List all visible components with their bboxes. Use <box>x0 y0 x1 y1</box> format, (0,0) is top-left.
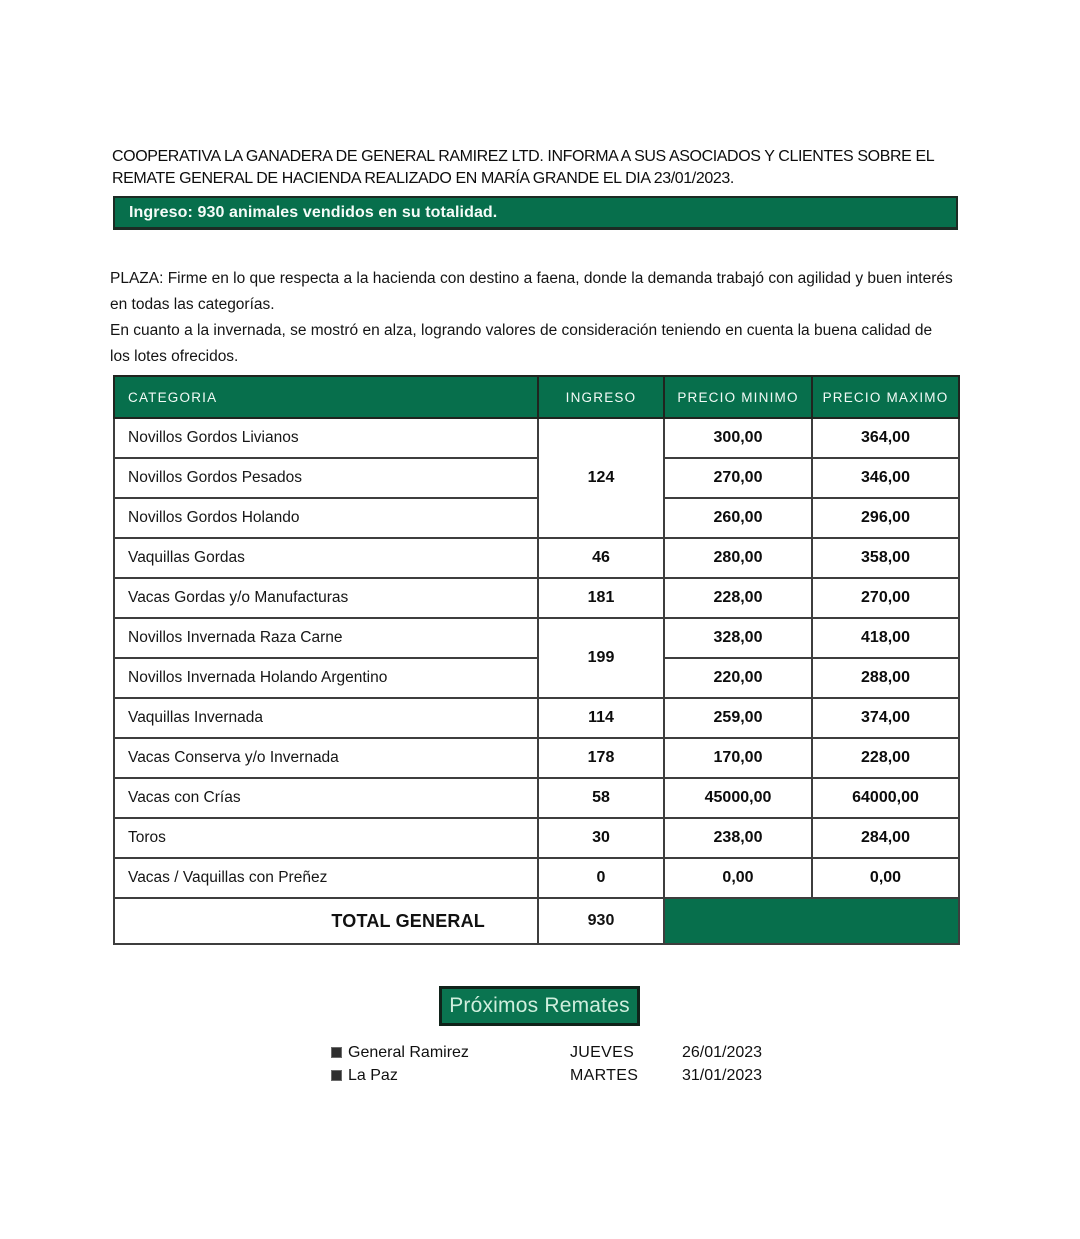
auction-place: General Ramirez <box>348 1043 469 1061</box>
table-row <box>114 658 959 698</box>
ingreso-cell: 114 <box>538 698 664 738</box>
table-row <box>114 498 959 538</box>
max-price-cell: 374,00 <box>812 698 959 738</box>
auction-row <box>331 1064 792 1087</box>
ingreso-banner <box>113 196 958 230</box>
table-row <box>114 818 959 858</box>
total-green-cell <box>664 898 959 944</box>
ingreso-cell: 58 <box>538 778 664 818</box>
category-cell: Novillos Invernada Raza Carne <box>114 618 538 658</box>
auction-date: 26/01/2023 <box>682 1043 763 1061</box>
table-header-row <box>114 376 959 418</box>
max-price-cell: 364,00 <box>812 418 959 458</box>
max-price-cell: 346,00 <box>812 458 959 498</box>
max-price-cell: 288,00 <box>812 658 959 698</box>
auction-row <box>331 1041 792 1064</box>
max-price-cell: 358,00 <box>812 538 959 578</box>
proximos-remates-button[interactable] <box>439 986 640 1026</box>
max-price-cell: 418,00 <box>812 618 959 658</box>
auction-date: 31/01/2023 <box>682 1066 763 1084</box>
category-cell: Toros <box>114 818 538 858</box>
category-cell: Novillos Gordos Holando <box>114 498 538 538</box>
report-title: COOPERATIVA LA GANADERA DE GENERAL RAMIREZ LTD. INFORMA A SUS ASOCIADOS Y CLIENTES SOBRE EL REMATE GENERAL DE HACIENDA REALIZADO EN MARÍA GRANDE EL DIA 23/01/2023. <box>112 148 934 187</box>
max-price-cell: 228,00 <box>812 738 959 778</box>
min-price-cell: 228,00 <box>664 578 812 618</box>
column-header-ingreso: INGRESO <box>538 376 664 418</box>
ingreso-cell: 199 <box>538 618 664 698</box>
min-price-cell: 238,00 <box>664 818 812 858</box>
category-cell: Vacas Conserva y/o Invernada <box>114 738 538 778</box>
table-row <box>114 618 959 658</box>
min-price-cell: 259,00 <box>664 698 812 738</box>
bullet-square-icon <box>331 1047 342 1058</box>
table-row <box>114 778 959 818</box>
max-price-cell: 296,00 <box>812 498 959 538</box>
auction-place: La Paz <box>348 1066 398 1084</box>
min-price-cell: 300,00 <box>664 418 812 458</box>
total-ingreso-value: 930 <box>538 898 664 944</box>
max-price-cell: 270,00 <box>812 578 959 618</box>
ingreso-banner-text: Ingreso: 930 animales vendidos en su totalidad. <box>129 203 498 221</box>
category-cell: Novillos Invernada Holando Argentino <box>114 658 538 698</box>
ingreso-cell: 181 <box>538 578 664 618</box>
category-cell: Vaquillas Invernada <box>114 698 538 738</box>
ingreso-cell: 124 <box>538 418 664 538</box>
table-row <box>114 578 959 618</box>
min-price-cell: 270,00 <box>664 458 812 498</box>
total-label: TOTAL GENERAL <box>114 898 538 944</box>
total-row <box>114 898 959 944</box>
max-price-cell: 64000,00 <box>812 778 959 818</box>
column-header-precio-maximo: PRECIO MAXIMO <box>812 376 959 418</box>
category-cell: Novillos Gordos Livianos <box>114 418 538 458</box>
commentary-paragraph-plaza: PLAZA: Firme en lo que respecta a la hacienda con destino a faena, donde la demanda trabajó con agilidad y buen interés en todas las categorías. <box>110 270 953 313</box>
proximos-remates-label: Próximos Remates <box>449 994 630 1017</box>
table-row <box>114 538 959 578</box>
ingreso-cell: 46 <box>538 538 664 578</box>
min-price-cell: 170,00 <box>664 738 812 778</box>
min-price-cell: 328,00 <box>664 618 812 658</box>
table-row <box>114 458 959 498</box>
table-row <box>114 858 959 898</box>
ingreso-cell: 0 <box>538 858 664 898</box>
min-price-cell: 0,00 <box>664 858 812 898</box>
ingreso-cell: 30 <box>538 818 664 858</box>
min-price-cell: 220,00 <box>664 658 812 698</box>
ingreso-cell: 178 <box>538 738 664 778</box>
max-price-cell: 0,00 <box>812 858 959 898</box>
bullet-square-icon <box>331 1070 342 1081</box>
min-price-cell: 45000,00 <box>664 778 812 818</box>
min-price-cell: 280,00 <box>664 538 812 578</box>
market-commentary <box>110 266 955 370</box>
table-row <box>114 418 959 458</box>
table-row <box>114 698 959 738</box>
auction-day: JUEVES <box>570 1043 635 1061</box>
auction-results-table <box>113 375 960 945</box>
category-cell: Vaquillas Gordas <box>114 538 538 578</box>
upcoming-auctions-list <box>331 1041 792 1087</box>
category-cell: Vacas / Vaquillas con Preñez <box>114 858 538 898</box>
category-cell: Novillos Gordos Pesados <box>114 458 538 498</box>
category-cell: Vacas Gordas y/o Manufacturas <box>114 578 538 618</box>
min-price-cell: 260,00 <box>664 498 812 538</box>
auction-day: MARTES <box>570 1066 639 1084</box>
column-header-categoria: CATEGORIA <box>114 376 538 418</box>
commentary-paragraph-invernada: En cuanto a la invernada, se mostró en alza, logrando valores de consideración teniendo en cuenta la buena calidad de los lotes ofrecidos. <box>110 322 933 365</box>
column-header-precio-minimo: PRECIO MINIMO <box>664 376 812 418</box>
category-cell: Vacas con Crías <box>114 778 538 818</box>
max-price-cell: 284,00 <box>812 818 959 858</box>
table-row <box>114 738 959 778</box>
